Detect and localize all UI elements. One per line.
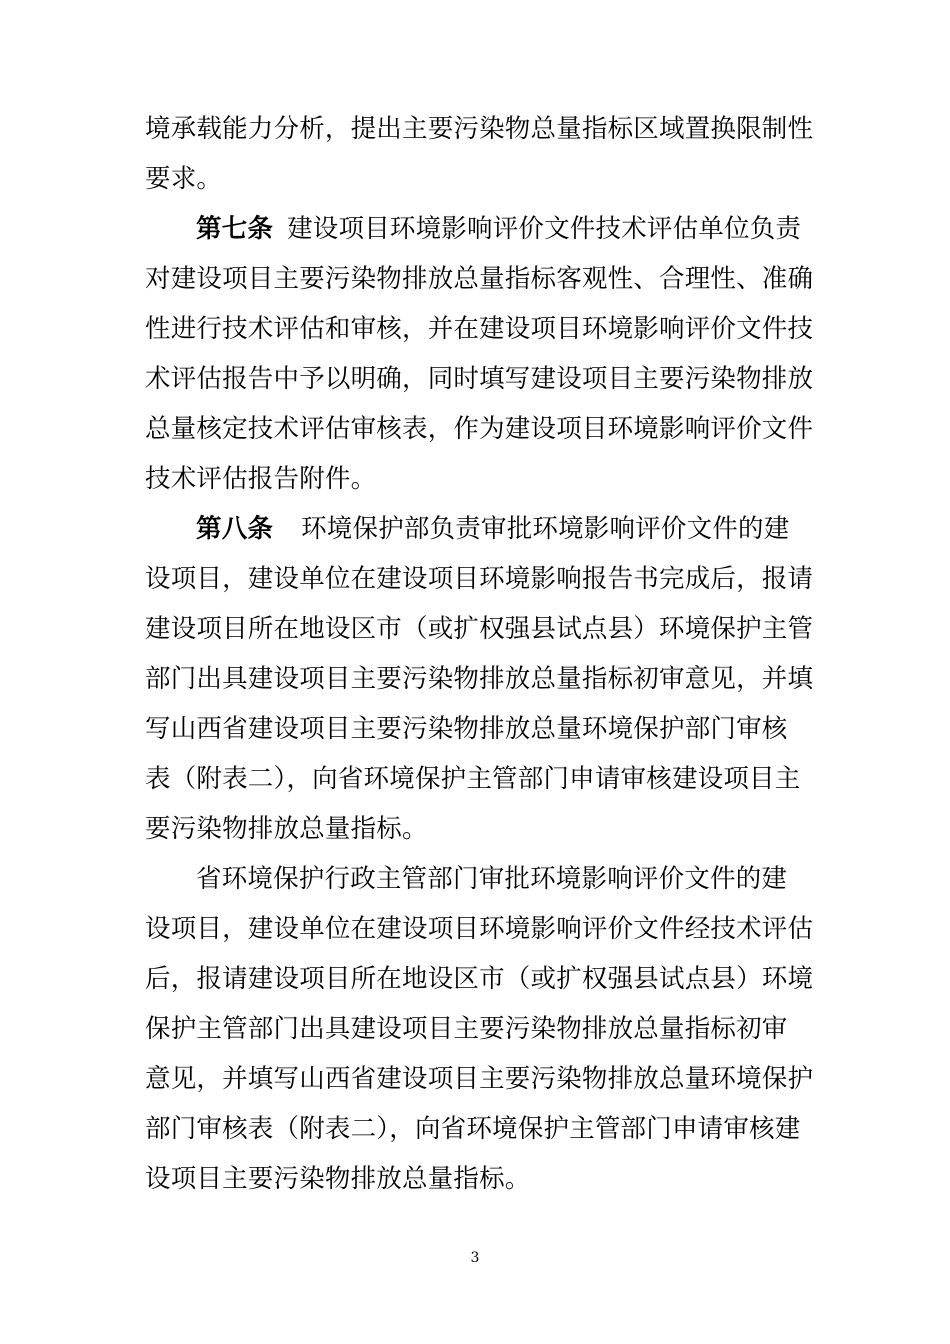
text-line: 性进行技术评估和审核，并在建设项目环境影响评价文件技 xyxy=(145,314,814,344)
text-line: 后，报请建设项目所在地设区市（或扩权强县试点县）环境 xyxy=(145,964,814,994)
text-line: 设项目，建设单位在建设项目环境影响报告书完成后，报请 xyxy=(145,564,814,594)
document-body xyxy=(145,104,835,1204)
text-line: 境承载能力分析，提出主要污染物总量指标区域置换限制性 xyxy=(145,114,814,144)
text-line: 部门出具建设项目主要污染物排放总量指标初审意见，并填 xyxy=(145,664,814,694)
article-7 xyxy=(145,204,835,504)
article-heading: 第八条 xyxy=(196,514,274,544)
text-line: 要求。 xyxy=(145,164,223,194)
text-line: 环境保护部负责审批环境影响评价文件的建 xyxy=(301,514,790,544)
text-line: 写山西省建设项目主要污染物排放总量环境保护部门审核 xyxy=(145,714,788,744)
paragraph-provincial xyxy=(145,854,835,1204)
text-line: 总量核定技术评估审核表，作为建设项目环境影响评价文件 xyxy=(145,414,814,444)
article-8 xyxy=(145,504,835,854)
text-line: 对建设项目主要污染物排放总量指标客观性、合理性、准确 xyxy=(145,264,814,294)
text-line: 意见，并填写山西省建设项目主要污染物排放总量环境保护 xyxy=(145,1064,814,1094)
text-line: 要污染物排放总量指标。 xyxy=(145,814,428,844)
page-number: 3 xyxy=(470,1250,480,1266)
text-line: 建设项目所在地设区市（或扩权强县试点县）环境保护主管 xyxy=(145,614,814,644)
text-line: 部门审核表（附表二），向省环境保护主管部门申请审核建 xyxy=(145,1114,801,1144)
text-line: 表（附表二），向省环境保护主管部门申请审核建设项目主 xyxy=(145,764,801,794)
text-line: 建设项目环境影响评价文件技术评估单位负责 xyxy=(287,214,802,244)
text-line: 设项目，建设单位在建设项目环境影响评价文件经技术评估 xyxy=(145,914,814,944)
text-line: 设项目主要污染物排放总量指标。 xyxy=(145,1164,531,1194)
text-line: 省环境保护行政主管部门审批环境影响评价文件的建 xyxy=(196,864,788,894)
text-line: 技术评估报告附件。 xyxy=(145,464,377,494)
article-heading: 第七条 xyxy=(196,214,274,244)
text-line: 保护主管部门出具建设项目主要污染物排放总量指标初审 xyxy=(145,1014,788,1044)
text-line: 术评估报告中予以明确，同时填写建设项目主要污染物排放 xyxy=(145,364,814,394)
paragraph-continuation xyxy=(145,104,835,204)
